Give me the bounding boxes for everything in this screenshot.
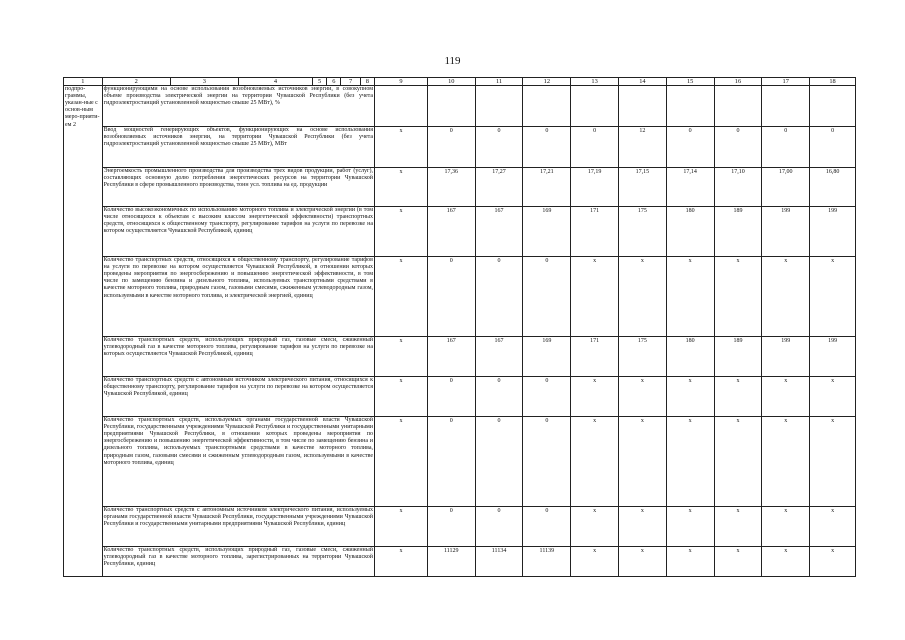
table-row <box>64 168 856 207</box>
indicator-text: Количество транспортных средств с автономным источником электрического питания, используемых органами государственной власти Чувашской Республики, государственными учреждениями Чувашской Республики и государственными унитарными предприятиями Чувашской Республики, единиц <box>103 507 374 528</box>
value-cell-col-15: x <box>666 377 714 417</box>
column-header-14: 14 <box>619 78 667 86</box>
value-cell-col-17: x <box>762 417 810 507</box>
value-cell-col-16: x <box>714 257 762 337</box>
value-cell-col-9: x <box>375 547 428 577</box>
value-cell-col-17: x <box>762 377 810 417</box>
value-cell-col-12: 169 <box>523 207 571 257</box>
indicator-text: Энергоемкость промышленного производства для производства трех видов продукции, работ (услуг), составляющих основную долю потребления энергетических ресурсов на территории Чувашской Республики в сфере промышленного производства, тонн усл. топлива на ед. продукции <box>103 168 374 189</box>
table-row <box>64 127 856 168</box>
indicators-table <box>63 77 856 577</box>
value-cell-col-17: 199 <box>762 207 810 257</box>
value-cell-col-13: x <box>571 377 619 417</box>
value-cell-col-18: x <box>810 417 856 507</box>
column-header-15: 15 <box>666 78 714 86</box>
value-cell-col-14: 175 <box>619 337 667 377</box>
value-cell-col-13: x <box>571 417 619 507</box>
column-header-5: 5 <box>313 78 327 86</box>
indicator-cell <box>102 257 374 337</box>
value-cell-col-9: x <box>375 127 428 168</box>
column-header-17: 17 <box>762 78 810 86</box>
value-cell-col-16: x <box>714 377 762 417</box>
value-cell-col-11: 0 <box>475 417 523 507</box>
value-cell-col-10: 167 <box>427 337 475 377</box>
value-cell-col-9: x <box>375 507 428 547</box>
value-cell-col-10: 0 <box>427 417 475 507</box>
value-cell-col-13: x <box>571 547 619 577</box>
indicator-cell <box>102 127 374 168</box>
value-cell-col-11: 0 <box>475 257 523 337</box>
value-cell-col-11 <box>475 86 523 127</box>
value-cell-col-18: x <box>810 507 856 547</box>
value-cell-col-10: 0 <box>427 507 475 547</box>
value-cell-col-10 <box>427 86 475 127</box>
indicator-cell <box>102 86 374 127</box>
value-cell-col-12: 0 <box>523 377 571 417</box>
indicator-text: Количество высокоэкономичных по использованию моторного топлива и электрической энергии (в том числе относящихся к объектам с высоким классом энергетической эффективности) транспортных средств, относящихся к общественному транспорту, регулирование тарифов на услуги по перевозке на котором осуществляется Чувашской Республикой, единиц <box>103 207 374 235</box>
value-cell-col-18: 199 <box>810 207 856 257</box>
value-cell-col-16: x <box>714 417 762 507</box>
value-cell-col-12: 17,21 <box>523 168 571 207</box>
value-cell-col-15 <box>666 86 714 127</box>
value-cell-col-17: 0 <box>762 127 810 168</box>
value-cell-col-12: 169 <box>523 337 571 377</box>
value-cell-col-15: x <box>666 257 714 337</box>
value-cell-col-18: 199 <box>810 337 856 377</box>
value-cell-col-15: 180 <box>666 207 714 257</box>
value-cell-col-16: x <box>714 547 762 577</box>
value-cell-col-16: 0 <box>714 127 762 168</box>
indicator-text: Количество транспортных средств, используемых органами государственной власти Чувашской Республики, государственными учреждениями Чувашской Республики и государственными унитарными предприятиями Чувашской Республики, в отношении которых проведены мероприятия по энергосбережению и повышению энергетической эффективности, в том числе по замещению бензина и дизельного топлива, используемых транспортными средствами в качестве моторного топлива, природным газом, газовыми смесями и сжиженным углеводородным газом, используемыми в качестве моторного топлива, единиц <box>103 417 374 466</box>
value-cell-col-11: 17,27 <box>475 168 523 207</box>
value-cell-col-14: x <box>619 417 667 507</box>
indicator-text: Количество транспортных средств с автономным источником электрического питания, относящихся к общественному транспорту, регулирование тарифов на услуги по перевозке на котором осуществляется Чувашской Республикой, единиц <box>103 377 374 398</box>
value-cell-col-14: 12 <box>619 127 667 168</box>
column-header-11: 11 <box>475 78 523 86</box>
header-row <box>64 78 856 86</box>
indicator-text: функционирующими на основе использования возобновляемых источников энергии, в совокупном объеме производства электрической энергии на территории Чувашской Республики (без учета гидроэлектростанций установленной мощностью свыше 25 МВт), % <box>103 86 374 107</box>
value-cell-col-14 <box>619 86 667 127</box>
value-cell-col-11: 167 <box>475 207 523 257</box>
indicator-text: Количество транспортных средств, относящихся к общественному транспорту, регулирование тарифов на услуги по перевозке на котором осуществляется Чувашской Республикой, в отношении которых проведены мероприятия по энергосбережению и повышению энергетической эффективности, в том числе по замещению бензина и дизельного топлива, используемых транспортными средствами в качестве моторного топлива, природным газом, газовыми смесями, сжиженным углеводородным газом, используемыми в качестве моторного топлива, и электрической энергией, единиц <box>103 257 374 299</box>
value-cell-col-11: 0 <box>475 127 523 168</box>
value-cell-col-10: 0 <box>427 127 475 168</box>
indicator-cell <box>102 168 374 207</box>
indicator-text: Количество транспортных средств, использующих природный газ, газовые смеси, сжиженный углеводородный газ в качестве моторного топлива, регулирование тарифов на услуги по перевозке на которых осуществляется Чувашской Республикой, единиц <box>103 337 374 358</box>
column-header-16: 16 <box>714 78 762 86</box>
value-cell-col-13: x <box>571 507 619 547</box>
value-cell-col-13: x <box>571 257 619 337</box>
indicator-cell <box>102 417 374 507</box>
table-row <box>64 86 856 127</box>
value-cell-col-14: x <box>619 507 667 547</box>
value-cell-col-12: 0 <box>523 507 571 547</box>
column-header-12: 12 <box>523 78 571 86</box>
value-cell-col-12: 11139 <box>523 547 571 577</box>
table-row <box>64 377 856 417</box>
value-cell-col-16 <box>714 86 762 127</box>
value-cell-col-11: 0 <box>475 507 523 547</box>
value-cell-col-10: 17,36 <box>427 168 475 207</box>
value-cell-col-9: x <box>375 257 428 337</box>
value-cell-col-18 <box>810 86 856 127</box>
table-row <box>64 417 856 507</box>
value-cell-col-17: x <box>762 547 810 577</box>
value-cell-col-17: 199 <box>762 337 810 377</box>
value-cell-col-17: 17,00 <box>762 168 810 207</box>
value-cell-col-11: 11134 <box>475 547 523 577</box>
indicator-cell <box>102 337 374 377</box>
value-cell-col-14: 17,15 <box>619 168 667 207</box>
value-cell-col-15: x <box>666 507 714 547</box>
value-cell-col-14: x <box>619 257 667 337</box>
group-label-cell: подпро-граммы, указан-ные с основ-ным меро-прияти-ем 2 <box>64 86 103 577</box>
value-cell-col-11: 167 <box>475 337 523 377</box>
value-cell-col-15: 0 <box>666 127 714 168</box>
value-cell-col-17: x <box>762 257 810 337</box>
value-cell-col-18: x <box>810 257 856 337</box>
column-header-7: 7 <box>341 78 360 86</box>
value-cell-col-13: 0 <box>571 127 619 168</box>
value-cell-col-17 <box>762 86 810 127</box>
value-cell-col-17: x <box>762 507 810 547</box>
value-cell-col-9: x <box>375 207 428 257</box>
value-cell-col-18: x <box>810 547 856 577</box>
value-cell-col-16: 189 <box>714 337 762 377</box>
indicator-text: Ввод мощностей генерирующих объектов, функционирующих на основе использования возобновляемых источников энергии, на территории Чувашской Республики (без учета гидроэлектростанций установленной мощностью свыше 25 МВт), МВт <box>103 127 374 148</box>
column-header-4: 4 <box>238 78 312 86</box>
table-row <box>64 257 856 337</box>
table-row <box>64 337 856 377</box>
value-cell-col-16: x <box>714 507 762 547</box>
indicator-cell <box>102 377 374 417</box>
value-cell-col-13: 17,19 <box>571 168 619 207</box>
column-header-3: 3 <box>170 78 238 86</box>
table-row <box>64 507 856 547</box>
value-cell-col-11: 0 <box>475 377 523 417</box>
table-row <box>64 547 856 577</box>
value-cell-col-13: 171 <box>571 337 619 377</box>
column-header-2: 2 <box>102 78 170 86</box>
value-cell-col-12: 0 <box>523 417 571 507</box>
value-cell-col-13: 171 <box>571 207 619 257</box>
page-number: 119 <box>444 55 461 67</box>
value-cell-col-14: x <box>619 377 667 417</box>
value-cell-col-9: x <box>375 337 428 377</box>
value-cell-col-14: 175 <box>619 207 667 257</box>
value-cell-col-14: x <box>619 547 667 577</box>
column-header-10: 10 <box>427 78 475 86</box>
value-cell-col-10: 0 <box>427 257 475 337</box>
value-cell-col-12: 0 <box>523 127 571 168</box>
column-header-9: 9 <box>375 78 428 86</box>
indicator-cell <box>102 207 374 257</box>
value-cell-col-15: 17,14 <box>666 168 714 207</box>
value-cell-col-10: 0 <box>427 377 475 417</box>
column-header-18: 18 <box>810 78 856 86</box>
value-cell-col-16: 189 <box>714 207 762 257</box>
value-cell-col-15: x <box>666 417 714 507</box>
table-row <box>64 207 856 257</box>
value-cell-col-13 <box>571 86 619 127</box>
value-cell-col-16: 17,10 <box>714 168 762 207</box>
indicator-cell <box>102 507 374 547</box>
value-cell-col-10: 11129 <box>427 547 475 577</box>
indicator-cell <box>102 547 374 577</box>
column-header-1: 1 <box>64 78 103 86</box>
value-cell-col-18: x <box>810 377 856 417</box>
value-cell-col-9 <box>375 86 428 127</box>
value-cell-col-15: x <box>666 547 714 577</box>
column-header-13: 13 <box>571 78 619 86</box>
indicator-text: Количество транспортных средств, использующих природный газ, газовые смеси, сжиженный углеводородный газ в качестве моторного топлива, зарегистрированных на территории Чувашской Республики, единиц <box>103 547 374 568</box>
value-cell-col-10: 167 <box>427 207 475 257</box>
value-cell-col-9: x <box>375 417 428 507</box>
value-cell-col-12 <box>523 86 571 127</box>
value-cell-col-15: 180 <box>666 337 714 377</box>
value-cell-col-18: 16,80 <box>810 168 856 207</box>
column-header-8: 8 <box>360 78 374 86</box>
value-cell-col-9: x <box>375 168 428 207</box>
value-cell-col-18: 0 <box>810 127 856 168</box>
value-cell-col-9: x <box>375 377 428 417</box>
value-cell-col-12: 0 <box>523 257 571 337</box>
column-header-6: 6 <box>327 78 341 86</box>
